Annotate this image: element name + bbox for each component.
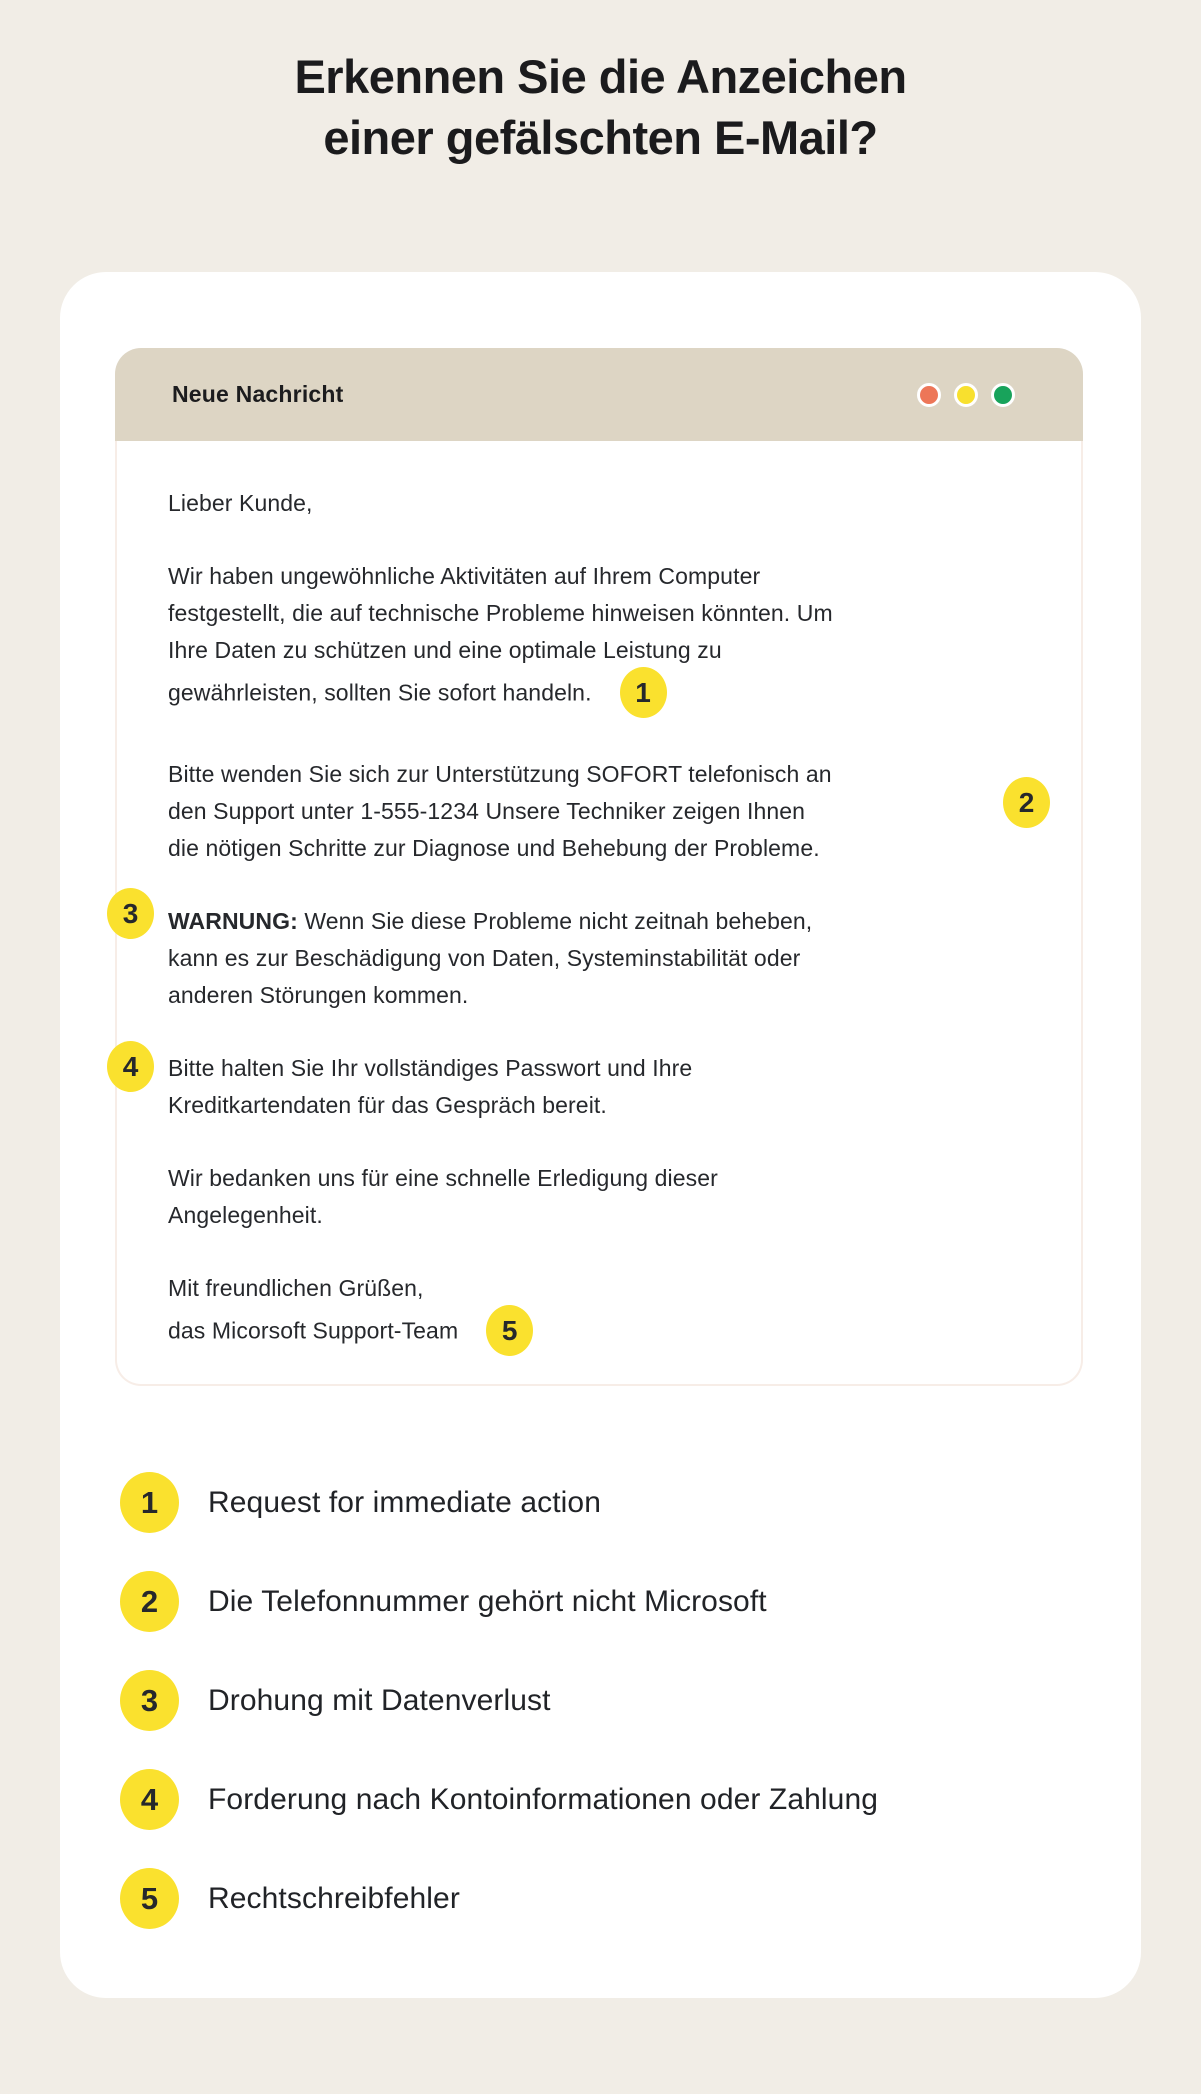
email-text-line: Bitte halten Sie Ihr vollständiges Passwort und Ihre <box>168 1055 693 1081</box>
email-text-line: Mit freundlichen Grüßen, <box>168 1275 424 1301</box>
legend-label: Rechtschreibfehler <box>208 1881 460 1915</box>
page-title-line2: einer gefälschten E-Mail? <box>323 111 878 164</box>
email-text-line: Kreditkartendaten für das Gespräch bereit. <box>168 1092 607 1118</box>
legend-label: Forderung nach Kontoinformationen oder Zahlung <box>208 1782 879 1816</box>
email-text-line: festgestellt, die auf technische Probleme hinweisen könnten. Um <box>168 600 833 626</box>
legend-badge-5: 5 <box>120 1868 179 1929</box>
email-text-line: Bitte wenden Sie sich zur Unterstützung SOFORT telefonisch an <box>168 761 832 787</box>
legend-item-2 <box>120 1571 878 1632</box>
legend-item-4 <box>120 1769 878 1830</box>
email-paragraph <box>168 485 1037 522</box>
callout-badge-2: 2 <box>1003 777 1050 828</box>
email-paragraph <box>168 1270 1037 1358</box>
minimize-dot-icon <box>954 383 978 407</box>
close-dot-icon <box>917 383 941 407</box>
legend-badge-4: 4 <box>120 1769 179 1830</box>
email-text-line: das Micorsoft Support-Team 5 <box>168 1307 1037 1358</box>
email-text-line: kann es zur Beschädigung von Daten, Systeminstabilität oder <box>168 945 801 971</box>
page-title-line1: Erkennen Sie die Anzeichen <box>294 50 907 103</box>
email-text-line: Wir bedanken uns für eine schnelle Erledigung dieser <box>168 1165 718 1191</box>
legend-label: Die Telefonnummer gehört nicht Microsoft <box>208 1584 767 1618</box>
window-traffic-lights <box>917 383 1015 407</box>
legend-badge-1: 1 <box>120 1472 179 1533</box>
legend <box>120 1472 878 1967</box>
callout-badge-4: 4 <box>107 1041 154 1092</box>
email-text-line: den Support unter 1-555-1234 Unsere Techniker zeigen Ihnen <box>168 798 806 824</box>
content-card <box>60 272 1141 1998</box>
email-body-text <box>115 441 1083 1386</box>
email-paragraph <box>168 1160 1037 1234</box>
callout-badge-1: 1 <box>620 667 667 718</box>
legend-badge-2: 2 <box>120 1571 179 1632</box>
email-text-line: Wir haben ungewöhnliche Aktivitäten auf Ihrem Computer <box>168 563 761 589</box>
email-titlebar <box>115 348 1083 441</box>
email-paragraph <box>168 558 1037 720</box>
email-text-line: Angelegenheit. <box>168 1202 323 1228</box>
legend-label: Drohung mit Datenverlust <box>208 1683 551 1717</box>
legend-item-5 <box>120 1868 878 1929</box>
legend-item-1 <box>120 1472 878 1533</box>
maximize-dot-icon <box>991 383 1015 407</box>
email-window-title: Neue Nachricht <box>172 381 344 407</box>
email-text-line: Lieber Kunde, <box>168 490 313 516</box>
email-text-line: Ihre Daten zu schützen und eine optimale Leistung zu <box>168 637 722 663</box>
email-window-mockup <box>115 348 1083 1386</box>
legend-badge-3: 3 <box>120 1670 179 1731</box>
legend-item-3 <box>120 1670 878 1731</box>
email-text-line: anderen Störungen kommen. <box>168 982 469 1008</box>
warning-label: WARNUNG: <box>168 908 298 934</box>
email-text-line: gewährleisten, sollten Sie sofort handeln. 1 <box>168 669 1037 720</box>
email-paragraph <box>168 903 1037 1014</box>
callout-badge-5: 5 <box>486 1305 533 1356</box>
callout-badge-3: 3 <box>107 888 154 939</box>
email-paragraph <box>168 756 1037 867</box>
email-text-line: die nötigen Schritte zur Diagnose und Behebung der Probleme. <box>168 835 820 861</box>
page-title <box>0 46 1201 168</box>
email-paragraph <box>168 1050 1037 1124</box>
email-text-line: WARNUNG: Wenn Sie diese Probleme nicht zeitnah beheben, <box>168 908 813 934</box>
legend-label: Request for immediate action <box>208 1485 601 1519</box>
